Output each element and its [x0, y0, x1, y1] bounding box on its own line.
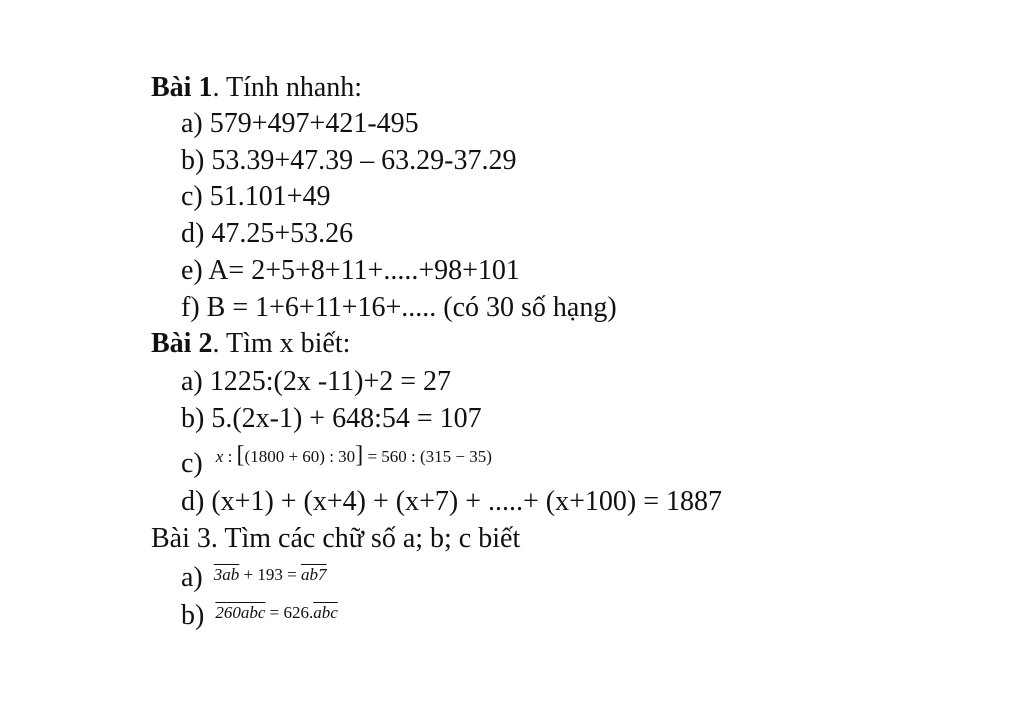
formula-ab7: ab7 [300, 565, 327, 584]
formula-rbracket: ] [355, 442, 364, 468]
formula-rhs: = 560 : (315 − 35) [363, 447, 492, 466]
bai2-title-bold: Bài 2 [151, 328, 213, 359]
bai2-item-a: a) 1225:(2x -11)+2 = 27 [181, 366, 452, 397]
bai1-title-rest: . Tính nhanh: [212, 72, 363, 103]
formula-eq-626: = 626. [265, 603, 314, 622]
bai3-item-b-label: b) [181, 600, 205, 631]
formula-260abc: 260abc [215, 603, 266, 622]
bai1-item-f: f) B = 1+6+11+16+..... (có 30 số hạng) [181, 292, 617, 323]
bai1-item-e: e) A= 2+5+8+11+.....+98+101 [181, 255, 520, 286]
bai2-item-b: b) 5.(2x-1) + 648:54 = 107 [181, 403, 482, 434]
formula-colon: : [223, 447, 237, 466]
bai3-heading: Bài 3. Tìm các chữ số a; b; c biết [151, 523, 521, 554]
bai2-item-c-formula [215, 442, 492, 468]
bai3-item-b [181, 598, 338, 637]
bai3-item-b-formula [215, 603, 337, 622]
formula-3ab: 3ab [213, 565, 240, 584]
bai1-item-c: c) 51.101+49 [181, 181, 331, 212]
bai2-heading [151, 326, 350, 362]
formula-inner: (1800 + 60) : 30 [244, 447, 356, 466]
bai2-item-d: d) (x+1) + (x+4) + (x+7) + .....+ (x+100) = 1887 [181, 486, 723, 517]
bai3-item-a [181, 560, 327, 599]
bai2-title-rest: . Tìm x biết: [212, 328, 351, 359]
bai1-title-bold: Bài 1 [151, 72, 213, 103]
bai2-item-c [181, 442, 492, 485]
formula-abc: $\overline{abc}$ [313, 603, 338, 622]
bai1-item-d: d) 47.25+53.26 [181, 218, 354, 249]
formula-lbracket: [ [236, 442, 245, 468]
formula-plus-193: + 193 = [239, 565, 301, 584]
bai1-item-a: a) 579+497+421-495 [181, 108, 419, 139]
formula-x: x [215, 447, 224, 466]
bai3-item-a-label: a) [181, 562, 203, 593]
bai2-item-c-label: c) [181, 448, 203, 479]
bai1-item-b: b) 53.39+47.39 – 63.29-37.29 [181, 145, 517, 176]
bai1-heading [151, 70, 362, 106]
bai3-item-a-formula [214, 565, 327, 584]
